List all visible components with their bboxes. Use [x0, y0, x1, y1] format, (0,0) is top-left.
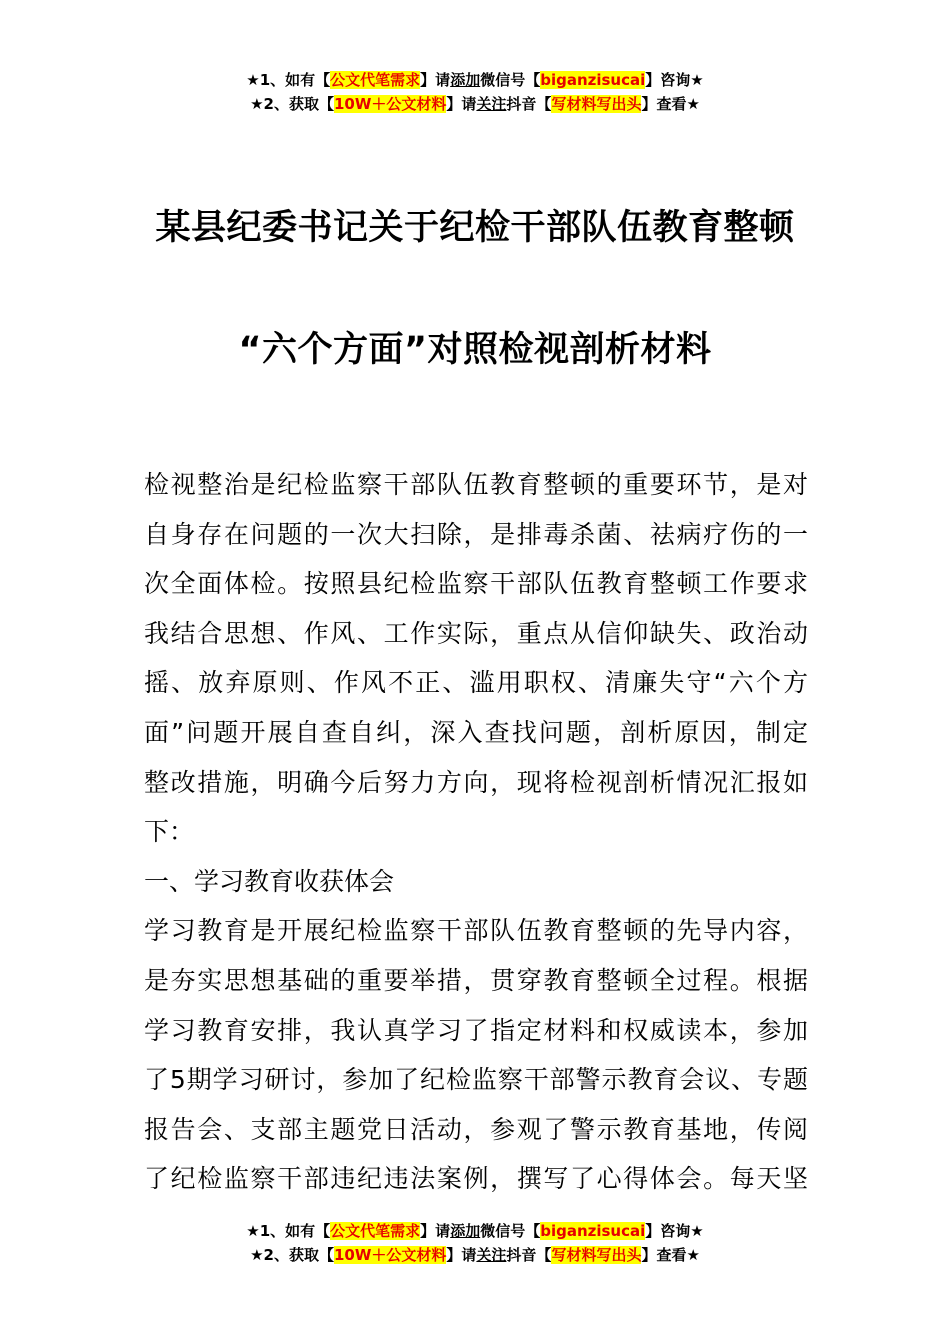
banner-text: ★2、获取【	[250, 95, 334, 113]
banner-line-1	[0, 1219, 950, 1243]
body-line: 了纪检监察干部违纪违法案例，撰写了心得体会。每天坚	[144, 1164, 808, 1194]
body-line: 面”问题开展自查自纠，深入查找问题，剖析原因，制定	[144, 717, 808, 747]
document-title-line-1: 某县纪委书记关于纪检干部队伍教育整顿	[155, 208, 795, 248]
banner-highlight: 公文代笔需求	[330, 1222, 421, 1240]
banner-line-2	[0, 92, 950, 116]
document-title-line-2: “六个方面”对照检视剖析材料	[238, 330, 712, 370]
banner-text: ★2、获取【	[250, 1246, 334, 1264]
banner-text: ★1、如有【	[246, 71, 331, 89]
body-line: 报告会、支部主题党日活动，参观了警示教育基地，传阅	[144, 1114, 808, 1144]
body-line: 是夯实思想基础的重要举措，贯穿教育整顿全过程。根据	[144, 965, 808, 995]
banner-highlight: 公文代笔需求	[330, 71, 421, 89]
top-banner	[0, 68, 950, 116]
banner-text: 】请	[446, 1246, 477, 1264]
body-line: 学习教育安排，我认真学习了指定材料和权威读本，参加	[144, 1015, 808, 1045]
banner-text: 微信号【	[480, 71, 541, 89]
banner-text: 】请	[420, 1222, 451, 1240]
body-line: 我结合思想、作风、工作实际，重点从信仰缺失、政治动	[144, 618, 808, 648]
banner-text: ★1、如有【	[246, 1222, 331, 1240]
banner-emphasis: 添加	[450, 1222, 481, 1240]
banner-text: 】咨询★	[645, 1222, 704, 1240]
body-line: 次全面体检。按照县纪检监察干部队伍教育整顿工作要求	[144, 569, 808, 599]
banner-text: 】查看★	[641, 1246, 700, 1264]
document-body	[144, 460, 808, 1204]
banner-text: 】咨询★	[645, 71, 704, 89]
body-line: 整改措施，明确今后努力方向，现将检视剖析情况汇报如	[144, 767, 808, 797]
body-line: 自身存在问题的一次大扫除，是排毒杀菌、祛病疗伤的一	[144, 519, 808, 549]
banner-text: 抖音【	[506, 1246, 552, 1264]
banner-highlight: 写材料写出头	[551, 95, 642, 113]
body-line: 检视整治是纪检监察干部队伍教育整顿的重要环节，是对	[144, 470, 808, 499]
body-line: 了5期学习研讨，参加了纪检监察干部警示教育会议、专题	[144, 1065, 808, 1095]
banner-line-2	[0, 1243, 950, 1267]
body-line: 摇、放弃原则、作风不正、滥用职权、清廉失守“六个方	[144, 668, 808, 698]
banner-highlight: 写材料写出头	[551, 1246, 642, 1264]
banner-text: 微信号【	[480, 1222, 541, 1240]
banner-emphasis: 关注	[476, 1246, 507, 1264]
section-heading: 一、学习教育收获体会	[144, 866, 395, 896]
banner-text: 】查看★	[641, 95, 700, 113]
banner-emphasis: 添加	[450, 71, 481, 89]
banner-line-1	[0, 68, 950, 92]
banner-emphasis: 关注	[476, 95, 507, 113]
banner-text: 抖音【	[506, 95, 552, 113]
bottom-banner	[0, 1219, 950, 1267]
banner-highlight: biganzisucai	[540, 71, 646, 89]
banner-highlight: biganzisucai	[540, 1222, 646, 1240]
body-line: 下：	[144, 817, 195, 847]
body-line: 学习教育是开展纪检监察干部队伍教育整顿的先导内容，	[144, 916, 808, 946]
banner-highlight: 10W＋公文材料	[333, 1246, 447, 1264]
banner-text: 】请	[420, 71, 451, 89]
banner-highlight: 10W＋公文材料	[333, 95, 447, 113]
banner-text: 】请	[446, 95, 477, 113]
